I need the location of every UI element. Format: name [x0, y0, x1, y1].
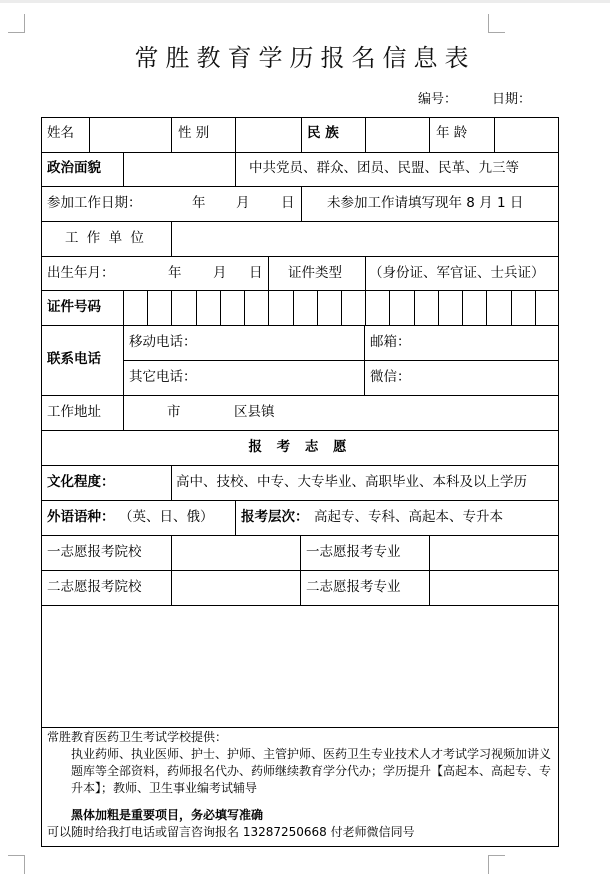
mobile-phone-input[interactable]: [200, 326, 363, 360]
id-digit-box[interactable]: [221, 291, 244, 325]
id-digit-box[interactable]: [124, 291, 147, 325]
other-phone-input[interactable]: [200, 361, 363, 395]
ethnicity-label: 民 族: [307, 125, 339, 141]
email-input[interactable]: [410, 326, 558, 360]
serial-number-label: 编号：: [418, 92, 458, 107]
work-date-note: 未参加工作请填写现年 8 月 1 日: [327, 195, 524, 211]
employer-label: 工 作 单 位: [65, 230, 146, 246]
col-line: [171, 117, 172, 152]
id-digit-box[interactable]: [269, 291, 292, 325]
col-line: [300, 535, 301, 605]
birth-date-label: 出生年月：: [47, 265, 115, 281]
id-digit-box[interactable]: [415, 291, 438, 325]
crop-mark-top-left: [8, 14, 25, 33]
email-label: 邮箱：: [370, 334, 411, 350]
second-choice-major-label: 二志愿报考专业: [306, 579, 401, 595]
id-digit-box[interactable]: [439, 291, 462, 325]
application-level-options: 高起专、专科、高起本、专升本: [314, 509, 503, 525]
col-line: [364, 325, 365, 395]
col-line: [365, 256, 366, 290]
notes-section: [47, 729, 557, 841]
employer-input[interactable]: [172, 222, 558, 256]
id-digit-box[interactable]: [318, 291, 341, 325]
crop-mark-bottom-left: [8, 855, 25, 874]
work-start-day: 日: [281, 195, 295, 211]
notes-body: 执业药师、执业医师、护士、护师、主管护师、医药卫生专业技术人才考试学习视频加讲义题库等全部资料，药师报名代办、药师继续教育学分代办；学历提升【高起本、高起专、专升本】；教师、卫生事业编考试辅导: [71, 747, 552, 795]
second-choice-school-input[interactable]: [172, 571, 299, 605]
application-level-label: 报考层次：: [241, 509, 309, 525]
language-label: 外语语种：: [47, 509, 115, 525]
row-line: [41, 430, 559, 431]
remarks-area[interactable]: [42, 606, 558, 726]
id-digit-box[interactable]: [294, 291, 317, 325]
birth-year: 年: [168, 265, 182, 281]
id-digit-box[interactable]: [366, 291, 389, 325]
col-line: [268, 256, 269, 290]
id-type-options: （身份证、军官证、士兵证）: [369, 265, 545, 281]
second-choice-school-label: 二志愿报考院校: [47, 579, 142, 595]
work-address-label: 工作地址: [47, 404, 101, 420]
work-start-month: 月: [236, 195, 250, 211]
name-input[interactable]: [90, 118, 170, 152]
city-label: 市: [167, 404, 181, 420]
ethnicity-input[interactable]: [366, 118, 428, 152]
age-input[interactable]: [495, 118, 558, 152]
political-status-input[interactable]: [124, 153, 234, 186]
id-type-label: 证件类型: [288, 265, 342, 281]
col-line: [235, 500, 236, 535]
col-line: [429, 117, 430, 152]
crop-mark-top-right: [488, 14, 505, 33]
language-options: （英、日、俄）: [119, 509, 214, 525]
row-line: [41, 465, 559, 466]
first-choice-major-input[interactable]: [430, 536, 558, 570]
birth-month: 月: [213, 265, 227, 281]
wechat-label: 微信：: [370, 369, 411, 385]
notes-spacer: [47, 797, 557, 807]
row-line: [41, 186, 559, 187]
district-label: 区县镇: [234, 404, 275, 420]
id-digit-box[interactable]: [172, 291, 195, 325]
row-line: [41, 256, 559, 257]
id-digit-box[interactable]: [536, 291, 559, 325]
important-note: 黑体加粗是重要项目，务必填写准确: [71, 808, 264, 822]
id-digit-box[interactable]: [245, 291, 268, 325]
other-phone-label: 其它电话：: [129, 369, 197, 385]
row-line: [41, 395, 559, 396]
date-label: 日期：: [492, 92, 532, 107]
first-choice-major-label: 一志愿报考专业: [306, 544, 401, 560]
crop-mark-bottom-right: [488, 855, 505, 874]
political-status-options: 中共党员、群众、团员、民盟、民革、九三等: [249, 160, 519, 176]
birth-day: 日: [249, 265, 263, 281]
second-choice-major-input[interactable]: [430, 571, 558, 605]
age-label: 年 龄: [436, 125, 468, 141]
document-title: 常胜教育学历报名信息表: [134, 44, 476, 72]
work-start-date-label: 参加工作日期：: [47, 195, 142, 211]
id-digit-box[interactable]: [342, 291, 365, 325]
col-line: [301, 117, 302, 152]
id-digit-box[interactable]: [390, 291, 413, 325]
id-digit-box[interactable]: [197, 291, 220, 325]
notes-heading: 常胜教育医药卫生考试学校提供：: [47, 730, 228, 744]
col-line: [171, 465, 172, 500]
first-choice-school-input[interactable]: [172, 536, 299, 570]
contact-note: 可以随时给我打电话或留言咨询报名 13287250668 付老师微信同号: [47, 825, 415, 839]
first-choice-school-label: 一志愿报考院校: [47, 544, 142, 560]
id-digit-box[interactable]: [512, 291, 535, 325]
gender-input[interactable]: [236, 118, 300, 152]
row-line: [41, 727, 559, 728]
section-title-application: 报 考 志 愿: [248, 439, 352, 455]
mobile-phone-label: 移动电话：: [129, 334, 197, 350]
row-line: [41, 500, 559, 501]
gender-label: 性 别: [178, 125, 210, 141]
name-label: 姓名: [47, 125, 74, 141]
political-status-label: 政治面貌: [47, 160, 101, 176]
education-options: 高中、技校、中专、大专毕业、高职毕业、本科及以上学历: [176, 474, 527, 490]
id-digit-box[interactable]: [487, 291, 510, 325]
id-digit-box[interactable]: [148, 291, 171, 325]
wechat-input[interactable]: [410, 361, 558, 395]
id-digit-box[interactable]: [463, 291, 486, 325]
window-top-edge: [0, 0, 610, 3]
col-line: [123, 325, 124, 430]
row-line: [41, 152, 559, 153]
id-number-label: 证件号码: [47, 299, 101, 315]
col-line: [235, 152, 236, 186]
work-start-year: 年: [192, 195, 206, 211]
col-line: [301, 186, 302, 221]
contact-phone-label: 联系电话: [47, 351, 101, 367]
education-label: 文化程度：: [47, 474, 115, 490]
